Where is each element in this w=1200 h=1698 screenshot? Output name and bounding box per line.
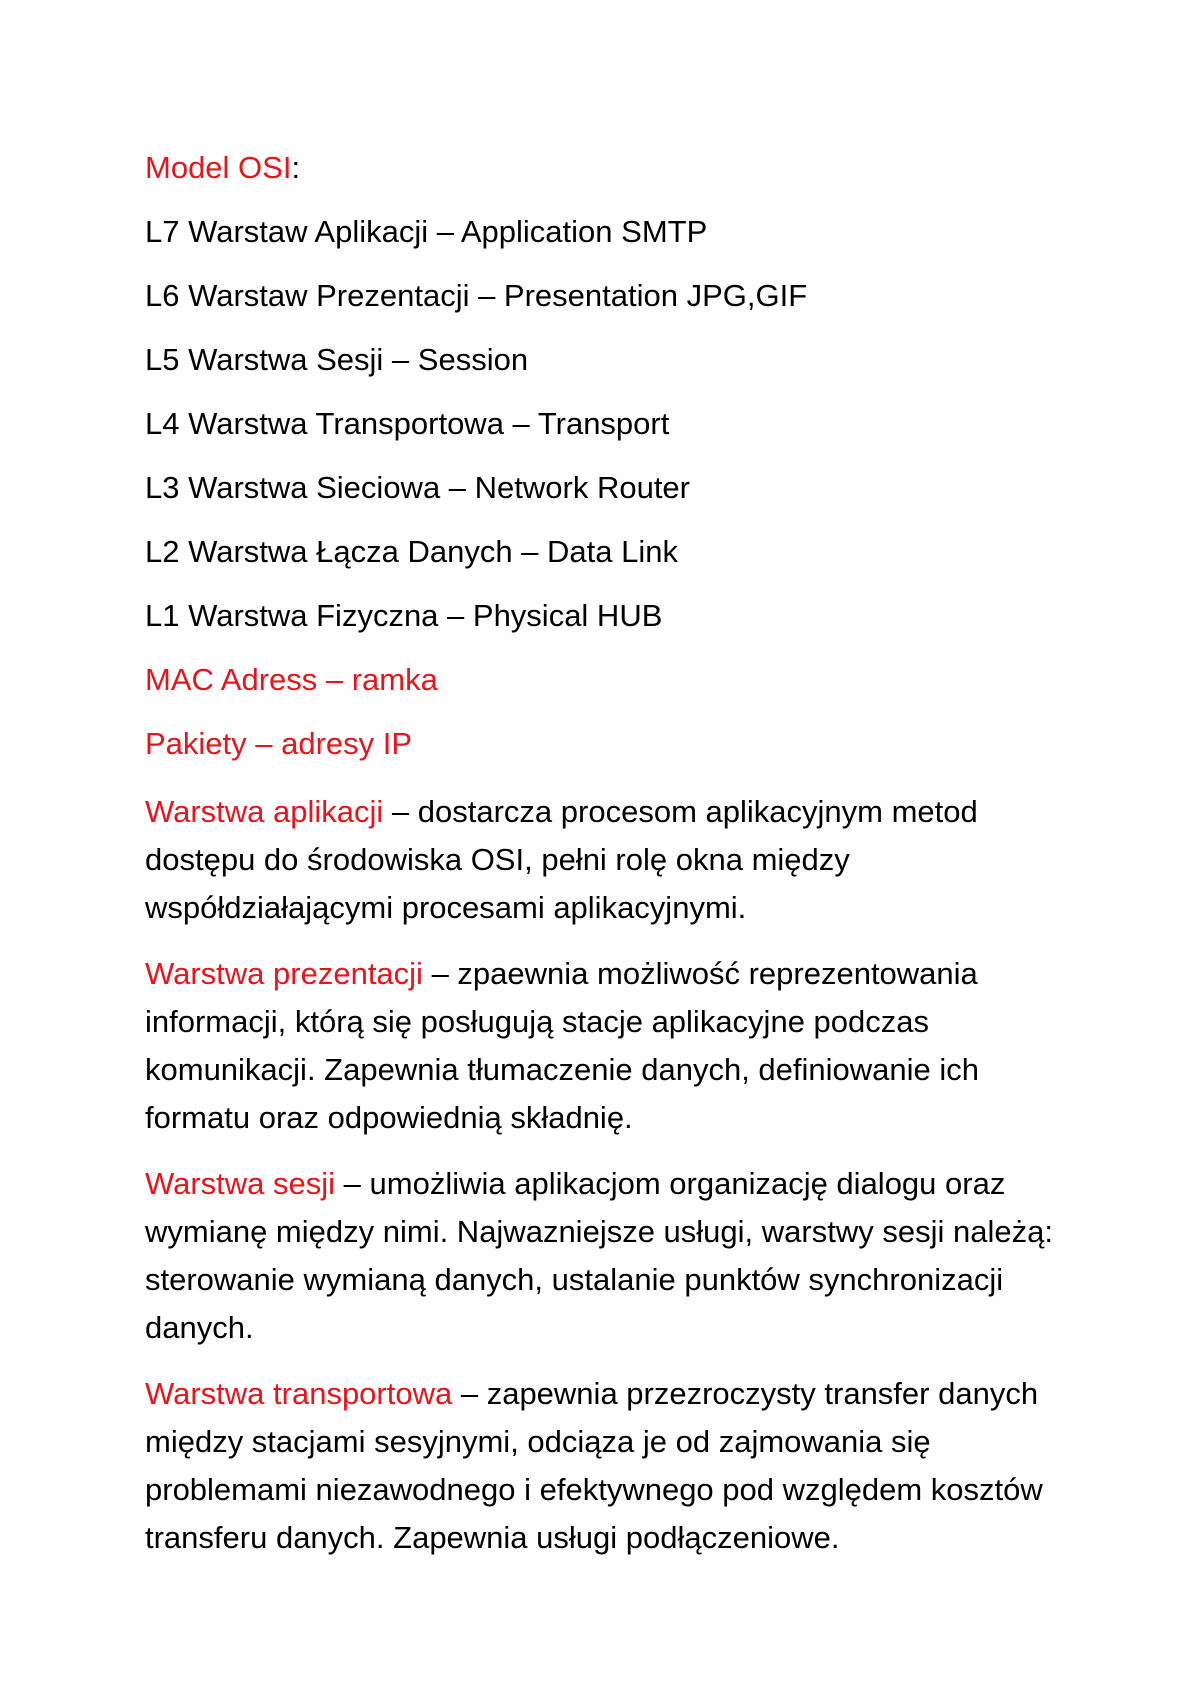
layer-line-l1: L1 Warstwa Fizyczna – Physical HUB bbox=[145, 598, 663, 633]
layer-line-l7: L7 Warstaw Aplikacji – Application SMTP bbox=[145, 214, 708, 249]
note-mac-address: MAC Adress – ramka bbox=[145, 662, 438, 697]
paragraph-body: – dostarcza procesom aplikacyjnym metod dostępu do środowiska OSI, pełni rolę okna między współdziałającymi procesami aplikacyjnymi. bbox=[145, 794, 978, 925]
note-packets: Pakiety – adresy IP bbox=[145, 726, 413, 761]
paragraph-body: – zapewnia przezroczysty transfer danych między stacjami sesyjnymi, odciąza je od zajmowania się problemami niezawodnego i efektywnego pod względem kosztów transferu danych. Zapewnia usługi podłączeniowe. bbox=[145, 1376, 1043, 1555]
paragraph-body: – umożliwia aplikacjom organizację dialogu oraz wymianę między nimi. Najwazniejsze usługi, warstwy sesji należą: sterowanie wymianą danych, ustalanie punktów synchronizacji danych. bbox=[145, 1166, 1053, 1345]
layer-line-l6: L6 Warstaw Prezentacji – Presentation JPG,GIF bbox=[145, 278, 808, 313]
paragraph-application-layer bbox=[145, 788, 1085, 932]
paragraph-session-layer bbox=[145, 1160, 1085, 1352]
paragraph-term: Warstwa transportowa bbox=[145, 1376, 453, 1411]
title-suffix: : bbox=[291, 150, 301, 185]
paragraph-term: Warstwa sesji bbox=[145, 1166, 336, 1201]
title-text: Model OSI bbox=[145, 150, 292, 185]
layer-line-l3: L3 Warstwa Sieciowa – Network Router bbox=[145, 470, 690, 505]
paragraph-transport-layer bbox=[145, 1370, 1085, 1562]
document-body bbox=[145, 148, 1085, 1580]
paragraph-body: – zpaewnia możliwość reprezentowania informacji, którą się posługują stacje aplikacyjne podczas komunikacji. Zapewnia tłumaczenie danych, definiowanie ich formatu oraz odpowiednią składnię. bbox=[145, 956, 980, 1135]
paragraph-presentation-layer bbox=[145, 950, 1085, 1142]
layer-line-l4: L4 Warstwa Transportowa – Transport bbox=[145, 406, 670, 441]
document-title bbox=[145, 148, 1085, 212]
layer-line-l2: L2 Warstwa Łącza Danych – Data Link bbox=[145, 534, 678, 569]
paragraph-term: Warstwa prezentacji bbox=[145, 956, 423, 991]
layer-line-l5: L5 Warstwa Sesji – Session bbox=[145, 342, 529, 377]
paragraph-term: Warstwa aplikacji bbox=[145, 794, 384, 829]
